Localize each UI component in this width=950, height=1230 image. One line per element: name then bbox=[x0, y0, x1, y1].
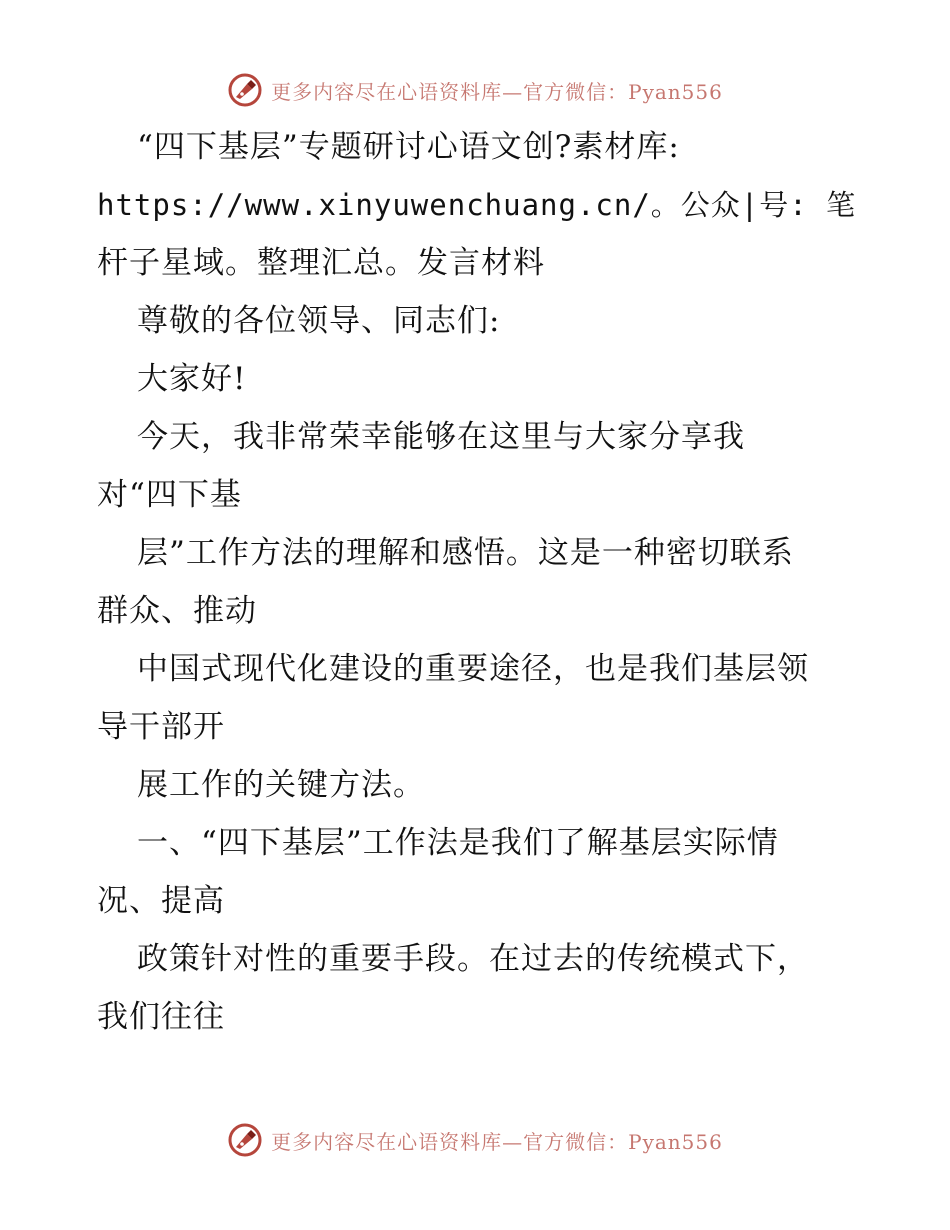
doc-line: 导干部开 bbox=[97, 709, 225, 745]
pen-nib-logo-icon bbox=[227, 72, 263, 108]
footer-watermark bbox=[0, 1120, 950, 1160]
doc-line-salutation: 尊敬的各位领导、同志们: bbox=[137, 303, 501, 339]
watermark-text: 更多内容尽在心语资料库—官方微信：Pyan556 bbox=[271, 79, 723, 104]
doc-line: 展工作的关键方法。 bbox=[137, 767, 425, 803]
watermark-text: 更多内容尽在心语资料库—官方微信：Pyan556 bbox=[271, 1129, 723, 1154]
doc-line-greeting: 大家好! bbox=[137, 361, 247, 397]
doc-line: 对“四下基 bbox=[97, 477, 242, 513]
doc-line: 中国式现代化建设的重要途径，也是我们基层领 bbox=[137, 651, 809, 687]
header-watermark bbox=[0, 70, 950, 110]
doc-line: 群众、推动 bbox=[97, 593, 257, 629]
doc-line-url: https://www.xinyuwenchuang.cn/。公众|号: 笔 bbox=[97, 188, 857, 222]
doc-line-section-heading: 一、“四下基层”工作法是我们了解基层实际情 bbox=[137, 825, 779, 861]
doc-line-title: “四下基层”专题研讨心语文创?素材库: bbox=[137, 129, 680, 165]
doc-line: 今天，我非常荣幸能够在这里与大家分享我 bbox=[137, 419, 745, 455]
doc-line: 杆子星域。整理汇总。发言材料 bbox=[97, 245, 545, 281]
doc-line: 我们往往 bbox=[97, 999, 225, 1035]
doc-line: 况、提高 bbox=[97, 883, 225, 919]
document-body bbox=[97, 118, 857, 1046]
doc-line: 层”工作方法的理解和感悟。这是一种密切联系 bbox=[137, 535, 794, 571]
pen-nib-logo-icon bbox=[227, 1122, 263, 1158]
doc-line: 政策针对性的重要手段。在过去的传统模式下， bbox=[137, 941, 809, 977]
